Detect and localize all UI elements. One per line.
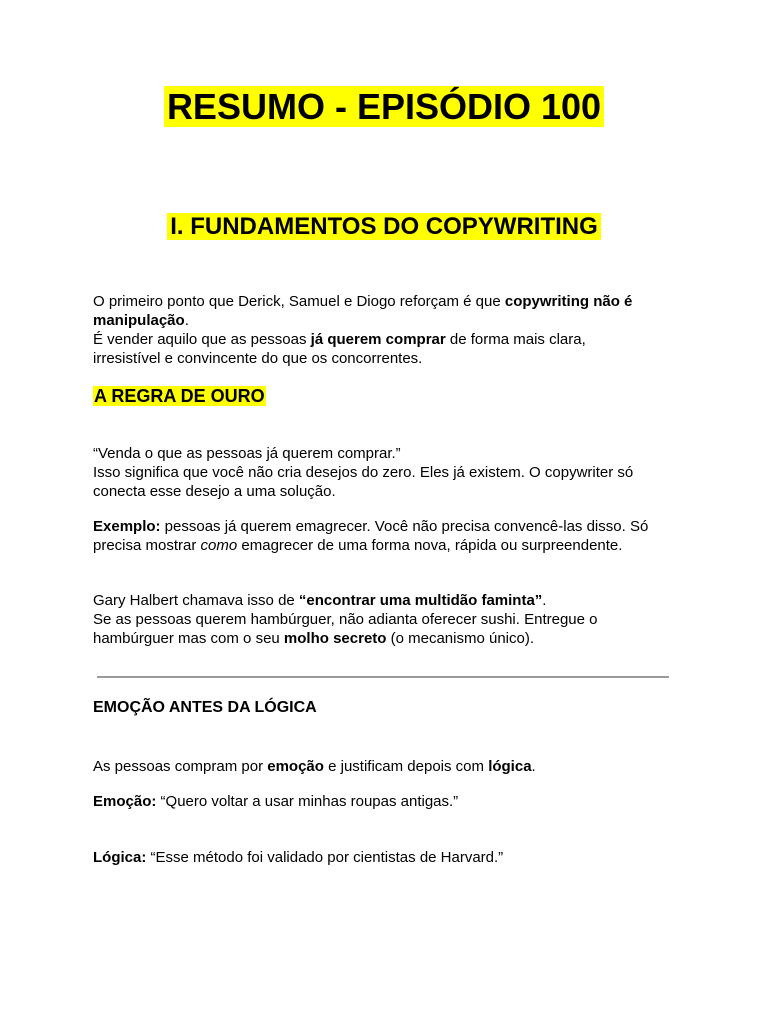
golden-rule-quote: “Venda o que as pessoas já querem comprar.” — [93, 445, 401, 462]
intro-line-4: irresistível e convincente do que os concorrentes. — [93, 350, 423, 367]
halbert-line-2: Se as pessoas querem hambúrguer, não adianta oferecer sushi. Entregue o — [93, 611, 598, 628]
section-title — [0, 210, 768, 244]
emotion-logic-bold: emoção — [267, 758, 324, 775]
halbert-paragraph — [93, 591, 693, 648]
logic-line — [93, 848, 693, 867]
example-paragraph — [93, 517, 693, 555]
example-line-1 — [93, 517, 693, 536]
intro-bold: já querem comprar — [310, 331, 446, 348]
halbert-text: Gary Halbert chamava isso de — [93, 592, 299, 609]
emotion-text: “Quero voltar a usar minhas roupas antigas.” — [156, 793, 459, 810]
page-title — [0, 86, 768, 128]
halbert-bold: molho secreto — [283, 630, 387, 647]
emotion-label: Emoção: — [93, 793, 157, 810]
intro-text: . — [184, 312, 189, 329]
golden-rule-line-2: Isso significa que você não cria desejos do zero. Eles já existem. O copywriter só — [93, 464, 634, 481]
emotion-logic-text: e justificam depois com — [323, 758, 489, 775]
horizontal-divider — [97, 676, 669, 678]
emotion-paragraph — [93, 792, 693, 811]
section-title-text: I. FUNDAMENTOS DO COPYWRITING — [167, 213, 601, 240]
example-line-2 — [93, 536, 693, 555]
intro-text: de forma mais clara, — [445, 331, 586, 348]
halbert-line-1 — [93, 591, 693, 610]
logic-text: “Esse método foi validado por cientistas de Harvard.” — [146, 849, 504, 866]
emotion-logic-text: As pessoas compram por — [93, 758, 268, 775]
emotion-logic-text: . — [531, 758, 536, 775]
logic-paragraph — [93, 848, 693, 867]
emotion-logic-line — [93, 757, 693, 776]
example-label: Exemplo: — [93, 518, 161, 535]
page-title-text: RESUMO - EPISÓDIO 100 — [164, 86, 604, 127]
example-text: precisa mostrar — [93, 537, 201, 554]
golden-rule-paragraph — [93, 444, 693, 501]
halbert-text: . — [542, 592, 547, 609]
emotion-logic-heading: EMOÇÃO ANTES DA LÓGICA — [93, 699, 317, 716]
intro-line-2 — [93, 311, 693, 330]
intro-line-3 — [93, 330, 693, 349]
golden-rule-heading — [93, 384, 266, 408]
intro-line-1 — [93, 292, 693, 311]
logic-label: Lógica: — [93, 849, 147, 866]
example-text: emagrecer de uma forma nova, rápida ou surpreendente. — [237, 537, 623, 554]
example-text: pessoas já querem emagrecer. Você não precisa convencê-las disso. Só — [160, 518, 649, 535]
emotion-logic-bold: lógica — [488, 758, 532, 775]
halbert-text: hambúrguer mas com o seu — [93, 630, 284, 647]
emotion-logic-paragraph — [93, 757, 693, 776]
intro-text: É vender aquilo que as pessoas — [93, 331, 311, 348]
halbert-line-3 — [93, 629, 693, 648]
halbert-bold: “encontrar uma multidão faminta” — [298, 592, 543, 609]
halbert-text: (o mecanismo único). — [386, 630, 535, 647]
golden-rule-line-3: conecta esse desejo a uma solução. — [93, 483, 336, 500]
golden-rule-heading-text: A REGRA DE OURO — [94, 386, 265, 406]
intro-paragraph — [93, 292, 693, 368]
intro-bold: copywriting não é — [504, 293, 633, 310]
emotion-line — [93, 792, 693, 811]
example-italic: como — [200, 537, 238, 554]
intro-text: O primeiro ponto que Derick, Samuel e Diogo reforçam é que — [93, 293, 505, 310]
intro-bold: manipulação — [93, 312, 185, 329]
